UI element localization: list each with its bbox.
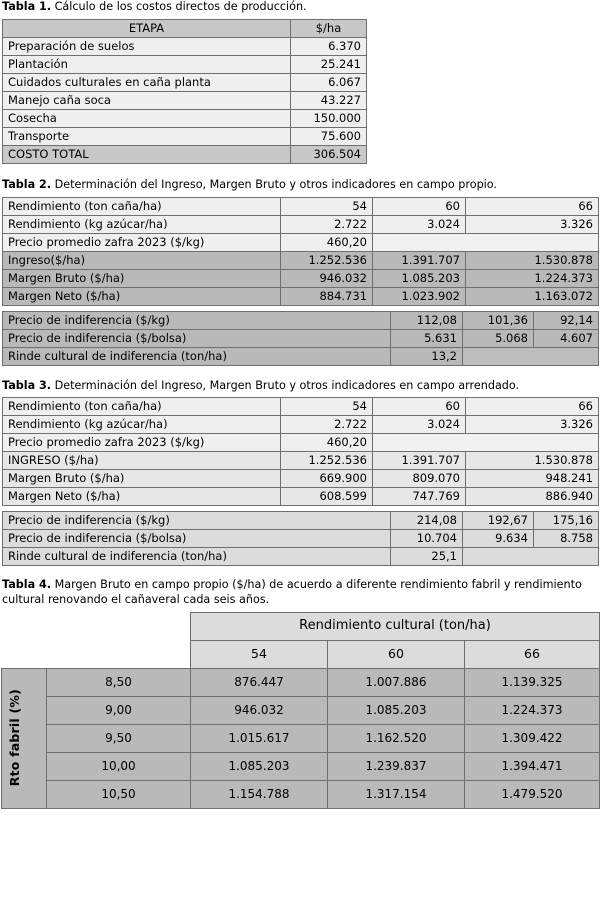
table2-low0-label: Precio de indiferencia ($/kg) bbox=[3, 311, 391, 329]
table3-row0-label: Rendimiento (ton caña/ha) bbox=[3, 398, 281, 416]
table-row bbox=[3, 329, 599, 347]
table2-row0-v3: 66 bbox=[466, 197, 599, 215]
table3-row3-v1: 1.252.536 bbox=[281, 452, 373, 470]
table-row bbox=[3, 37, 367, 55]
table3-low0-v3: 175,16 bbox=[534, 512, 599, 530]
table4-row0-v2: 1.007.886 bbox=[328, 668, 465, 696]
table2-row5-label: Margen Neto ($/ha) bbox=[3, 287, 281, 305]
table4-row2-v1: 1.015.617 bbox=[191, 724, 328, 752]
table2-row4-v2: 1.085.203 bbox=[373, 269, 466, 287]
table3-row4-v2: 809.070 bbox=[373, 470, 466, 488]
table3-low1-label: Precio de indiferencia ($/bolsa) bbox=[3, 530, 391, 548]
table1-row3-value: 43.227 bbox=[291, 91, 367, 109]
table-row bbox=[3, 287, 599, 305]
table3-caption-label: Tabla 3. bbox=[2, 378, 52, 392]
table-row bbox=[3, 55, 367, 73]
table-row bbox=[3, 73, 367, 91]
table2-row1-label: Rendimiento (kg azúcar/ha) bbox=[3, 215, 281, 233]
table1-total-row bbox=[3, 145, 367, 163]
table-3-campo-arrendado-lower bbox=[2, 511, 599, 566]
table-1-costos-directos bbox=[2, 19, 367, 164]
table4-row4-label: 10,50 bbox=[47, 780, 191, 808]
table3-row5-label: Margen Neto ($/ha) bbox=[3, 488, 281, 506]
table4-row2-v2: 1.162.520 bbox=[328, 724, 465, 752]
table1-total-value: 306.504 bbox=[291, 145, 367, 163]
table2-caption bbox=[2, 178, 600, 193]
table4-row3-v3: 1.394.471 bbox=[465, 752, 600, 780]
table1-header-valor: $/ha bbox=[291, 19, 367, 37]
table-row bbox=[3, 269, 599, 287]
table-row bbox=[2, 668, 600, 696]
table-row bbox=[3, 434, 599, 452]
table4-row4-v3: 1.479.520 bbox=[465, 780, 600, 808]
table1-total-label: COSTO TOTAL bbox=[3, 145, 291, 163]
table-row bbox=[3, 127, 367, 145]
table2-row5-v1: 884.731 bbox=[281, 287, 373, 305]
table-row bbox=[3, 311, 599, 329]
table4-group-header-row bbox=[2, 612, 600, 640]
table1-header-row bbox=[3, 19, 367, 37]
table4-row3-v2: 1.239.837 bbox=[328, 752, 465, 780]
table2-low1-v1: 5.631 bbox=[391, 329, 463, 347]
table3-row3-label: INGRESO ($/ha) bbox=[3, 452, 281, 470]
table3-row2-empty bbox=[373, 434, 599, 452]
table1-row1-label: Plantación bbox=[3, 55, 291, 73]
table4-col-header-60: 60 bbox=[328, 640, 465, 668]
table1-row0-value: 6.370 bbox=[291, 37, 367, 55]
table1-row4-label: Cosecha bbox=[3, 109, 291, 127]
spacer-2 bbox=[0, 366, 600, 379]
table2-row5-v3: 1.163.072 bbox=[466, 287, 599, 305]
table2-row2-empty bbox=[373, 233, 599, 251]
table2-row0-label: Rendimiento (ton caña/ha) bbox=[3, 197, 281, 215]
table3-row2-label: Precio promedio zafra 2023 ($/kg) bbox=[3, 434, 281, 452]
table3-row3-v3: 1.530.878 bbox=[466, 452, 599, 470]
table4-row-axis-label: Rto fabril (%) bbox=[7, 689, 22, 787]
table3-row1-v1: 2.722 bbox=[281, 416, 373, 434]
table3-row4-v3: 948.241 bbox=[466, 470, 599, 488]
table-3-campo-arrendado-upper bbox=[2, 397, 599, 506]
table1-row5-value: 75.600 bbox=[291, 127, 367, 145]
table3-low0-v1: 214,08 bbox=[391, 512, 463, 530]
table4-caption-text: Margen Bruto en campo propio ($/ha) de acuerdo a diferente rendimiento fabril y rendimiento cultural renovando el cañaveral cada seis años. bbox=[2, 578, 582, 607]
table3-row1-v2: 3.024 bbox=[373, 416, 466, 434]
table4-row3-v1: 1.085.203 bbox=[191, 752, 328, 780]
table-row bbox=[3, 251, 599, 269]
table-2-campo-propio-lower bbox=[2, 311, 599, 366]
table-row bbox=[3, 512, 599, 530]
table3-row2-v1: 460,20 bbox=[281, 434, 373, 452]
table3-low0-label: Precio de indiferencia ($/kg) bbox=[3, 512, 391, 530]
table3-row5-v1: 608.599 bbox=[281, 488, 373, 506]
table4-subheader-row bbox=[2, 640, 600, 668]
table-row bbox=[3, 197, 599, 215]
table3-low2-empty bbox=[463, 548, 599, 566]
table2-row4-label: Margen Bruto ($/ha) bbox=[3, 269, 281, 287]
table3-caption bbox=[2, 379, 600, 394]
table4-col-header-66: 66 bbox=[465, 640, 600, 668]
table3-low1-v1: 10.704 bbox=[391, 530, 463, 548]
table1-row1-value: 25.241 bbox=[291, 55, 367, 73]
table2-row1-v3: 3.326 bbox=[466, 215, 599, 233]
table3-row3-v2: 1.391.707 bbox=[373, 452, 466, 470]
table3-low2-label: Rinde cultural de indiferencia (ton/ha) bbox=[3, 548, 391, 566]
table1-row2-label: Cuidados culturales en caña planta bbox=[3, 73, 291, 91]
table4-row-axis-cell bbox=[2, 668, 47, 808]
spacer-1 bbox=[0, 164, 600, 178]
table2-low2-empty bbox=[463, 347, 599, 365]
table4-caption bbox=[2, 578, 600, 608]
table-row bbox=[2, 696, 600, 724]
spacer-3 bbox=[0, 566, 600, 578]
table2-row2-label: Precio promedio zafra 2023 ($/kg) bbox=[3, 233, 281, 251]
table2-row1-v2: 3.024 bbox=[373, 215, 466, 233]
table2-row5-v2: 1.023.902 bbox=[373, 287, 466, 305]
table2-low2-v1: 13,2 bbox=[391, 347, 463, 365]
table2-caption-label: Tabla 2. bbox=[2, 177, 52, 191]
table4-corner-blank-3 bbox=[47, 640, 191, 668]
table3-row5-v3: 886.940 bbox=[466, 488, 599, 506]
table-row bbox=[3, 233, 599, 251]
table4-row4-v2: 1.317.154 bbox=[328, 780, 465, 808]
table2-row3-v3: 1.530.878 bbox=[466, 251, 599, 269]
table4-row1-v1: 946.032 bbox=[191, 696, 328, 724]
table4-row0-v1: 876.447 bbox=[191, 668, 328, 696]
table-row bbox=[3, 470, 599, 488]
table1-row0-label: Preparación de suelos bbox=[3, 37, 291, 55]
table4-corner-blank bbox=[2, 612, 47, 668]
table1-row2-value: 6.067 bbox=[291, 73, 367, 91]
table2-low1-label: Precio de indiferencia ($/bolsa) bbox=[3, 329, 391, 347]
table-row bbox=[3, 91, 367, 109]
table2-row1-v1: 2.722 bbox=[281, 215, 373, 233]
table-row bbox=[3, 548, 599, 566]
table3-row5-v2: 747.769 bbox=[373, 488, 466, 506]
table3-row0-v3: 66 bbox=[466, 398, 599, 416]
table-row bbox=[3, 452, 599, 470]
table1-row5-label: Transporte bbox=[3, 127, 291, 145]
table4-row0-v3: 1.139.325 bbox=[465, 668, 600, 696]
table-row bbox=[3, 109, 367, 127]
table4-row3-label: 10,00 bbox=[47, 752, 191, 780]
table1-row3-label: Manejo caña soca bbox=[3, 91, 291, 109]
table2-low1-v3: 4.607 bbox=[534, 329, 599, 347]
table-2-campo-propio-upper bbox=[2, 197, 599, 306]
table-row bbox=[2, 752, 600, 780]
table4-row2-v3: 1.309.422 bbox=[465, 724, 600, 752]
table4-caption-label: Tabla 4. bbox=[2, 578, 52, 592]
table-row bbox=[2, 780, 600, 808]
table-4-margen-bruto-matrix bbox=[1, 612, 600, 809]
table2-low0-v3: 92,14 bbox=[534, 311, 599, 329]
table4-row1-v3: 1.224.373 bbox=[465, 696, 600, 724]
table2-row4-v1: 946.032 bbox=[281, 269, 373, 287]
table2-row3-label: Ingreso($/ha) bbox=[3, 251, 281, 269]
table4-row2-label: 9,50 bbox=[47, 724, 191, 752]
table2-row2-v1: 460,20 bbox=[281, 233, 373, 251]
table3-low1-v2: 9.634 bbox=[463, 530, 534, 548]
table4-row4-v1: 1.154.788 bbox=[191, 780, 328, 808]
table-row bbox=[3, 398, 599, 416]
table-row bbox=[3, 347, 599, 365]
table2-low0-v2: 101,36 bbox=[463, 311, 534, 329]
table1-caption-label: Tabla 1. bbox=[2, 0, 52, 13]
table2-low0-v1: 112,08 bbox=[391, 311, 463, 329]
table4-corner-blank-2 bbox=[47, 612, 191, 640]
table2-low1-v2: 5.068 bbox=[463, 329, 534, 347]
table-row bbox=[3, 416, 599, 434]
table-row bbox=[3, 488, 599, 506]
table3-row4-v1: 669.900 bbox=[281, 470, 373, 488]
table1-caption-text: Cálculo de los costos directos de producción. bbox=[54, 0, 307, 13]
table4-col-group-header: Rendimiento cultural (ton/ha) bbox=[191, 612, 600, 640]
table4-row0-label: 8,50 bbox=[47, 668, 191, 696]
table2-row0-v1: 54 bbox=[281, 197, 373, 215]
table-row bbox=[3, 530, 599, 548]
table3-caption-text: Determinación del Ingreso, Margen Bruto y otros indicadores en campo arrendado. bbox=[54, 378, 520, 392]
table3-row1-v3: 3.326 bbox=[466, 416, 599, 434]
table4-row1-label: 9,00 bbox=[47, 696, 191, 724]
table-row bbox=[2, 724, 600, 752]
table3-row1-label: Rendimiento (kg azúcar/ha) bbox=[3, 416, 281, 434]
table3-row4-label: Margen Bruto ($/ha) bbox=[3, 470, 281, 488]
table4-col-header-54: 54 bbox=[191, 640, 328, 668]
table1-row4-value: 150.000 bbox=[291, 109, 367, 127]
table2-row4-v3: 1.224.373 bbox=[466, 269, 599, 287]
table3-low0-v2: 192,67 bbox=[463, 512, 534, 530]
table1-header-etapa: ETAPA bbox=[3, 19, 291, 37]
table2-row3-v1: 1.252.536 bbox=[281, 251, 373, 269]
table3-row0-v1: 54 bbox=[281, 398, 373, 416]
table3-low1-v3: 8.758 bbox=[534, 530, 599, 548]
table-row bbox=[3, 215, 599, 233]
table2-low2-label: Rinde cultural de indiferencia (ton/ha) bbox=[3, 347, 391, 365]
table2-row3-v2: 1.391.707 bbox=[373, 251, 466, 269]
table2-row0-v2: 60 bbox=[373, 197, 466, 215]
table2-caption-text: Determinación del Ingreso, Margen Bruto y otros indicadores en campo propio. bbox=[54, 177, 497, 191]
table3-row0-v2: 60 bbox=[373, 398, 466, 416]
table4-row1-v2: 1.085.203 bbox=[328, 696, 465, 724]
table1-caption bbox=[2, 0, 600, 15]
table3-low2-v1: 25,1 bbox=[391, 548, 463, 566]
